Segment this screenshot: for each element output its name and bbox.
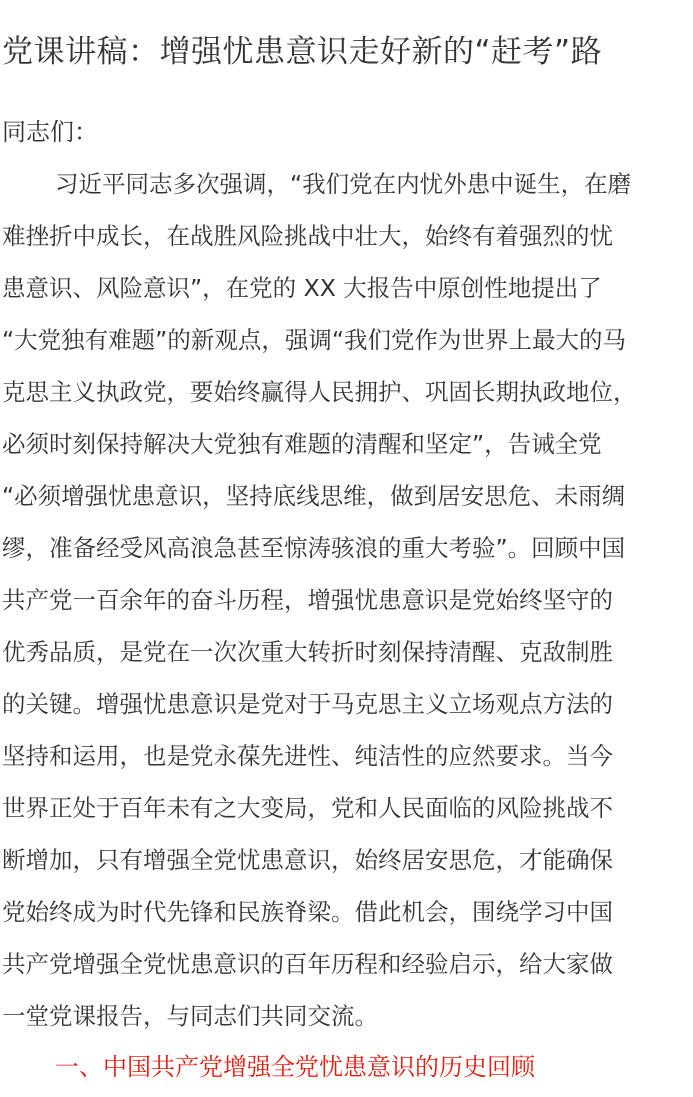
paragraph-line: 必须时刻保持解决大党独有难题的清醒和坚定”，告诫全党 [2,430,602,458]
paragraph-line: 共产党增强全党忧患意识的百年历程和经验启示，给大家做 [2,950,613,978]
body-paragraph [2,158,693,1042]
document-title: 党课讲稿：增强忧患意识走好新的“赶考”路 [2,34,603,70]
paragraph-line: 共产党一百余年的奋斗历程，增强忧患意识是党始终坚守的 [2,586,613,614]
paragraph-line: 世界正处于百年未有之大变局，党和人民面临的风险挑战不 [2,794,613,822]
paragraph-line: 的关键。增强忧患意识是党对于马克思主义立场观点方法的 [2,690,613,718]
paragraph-line: “必须增强忧患意识，坚持底线思维，做到居安思危、未雨绸 [2,482,626,510]
paragraph-line: 习近平同志多次强调，“我们党在内忧外患中诞生，在磨 [55,170,632,198]
paragraph-line: 难挫折中成长，在战胜风险挑战中壮大，始终有着强烈的忧 [2,222,613,250]
paragraph-line: 缪，准备经受风高浪急甚至惊涛骇浪的重大考验”。回顾中国 [2,534,626,562]
paragraph-line: 一堂党课报告，与同志们共同交流。 [2,1002,378,1030]
paragraph-line: 优秀品质，是党在一次次重大转折时刻保持清醒、克敌制胜 [2,638,613,666]
section-heading: 一、中国共产党增强全党忧患意识的历史回顾 [55,1053,535,1081]
paragraph-line: “大党独有难题”的新观点，强调“我们党作为世界上最大的马 [2,326,627,354]
paragraph-line: 党始终成为时代先锋和民族脊梁。借此机会，围绕学习中国 [2,898,613,926]
paragraph-line: 断增加，只有增强全党忧患意识，始终居安思危，才能确保 [2,846,613,874]
salutation: 同志们： [2,118,98,146]
paragraph-line: 坚持和运用，也是党永葆先进性、纯洁性的应然要求。当今 [2,742,613,770]
paragraph-line: 克思主义执政党，要始终赢得人民拥护、巩固长期执政地位， [2,378,637,406]
paragraph-line: 患意识、风险意识”，在党的 XX 大报告中原创性地提出了 [2,274,602,302]
